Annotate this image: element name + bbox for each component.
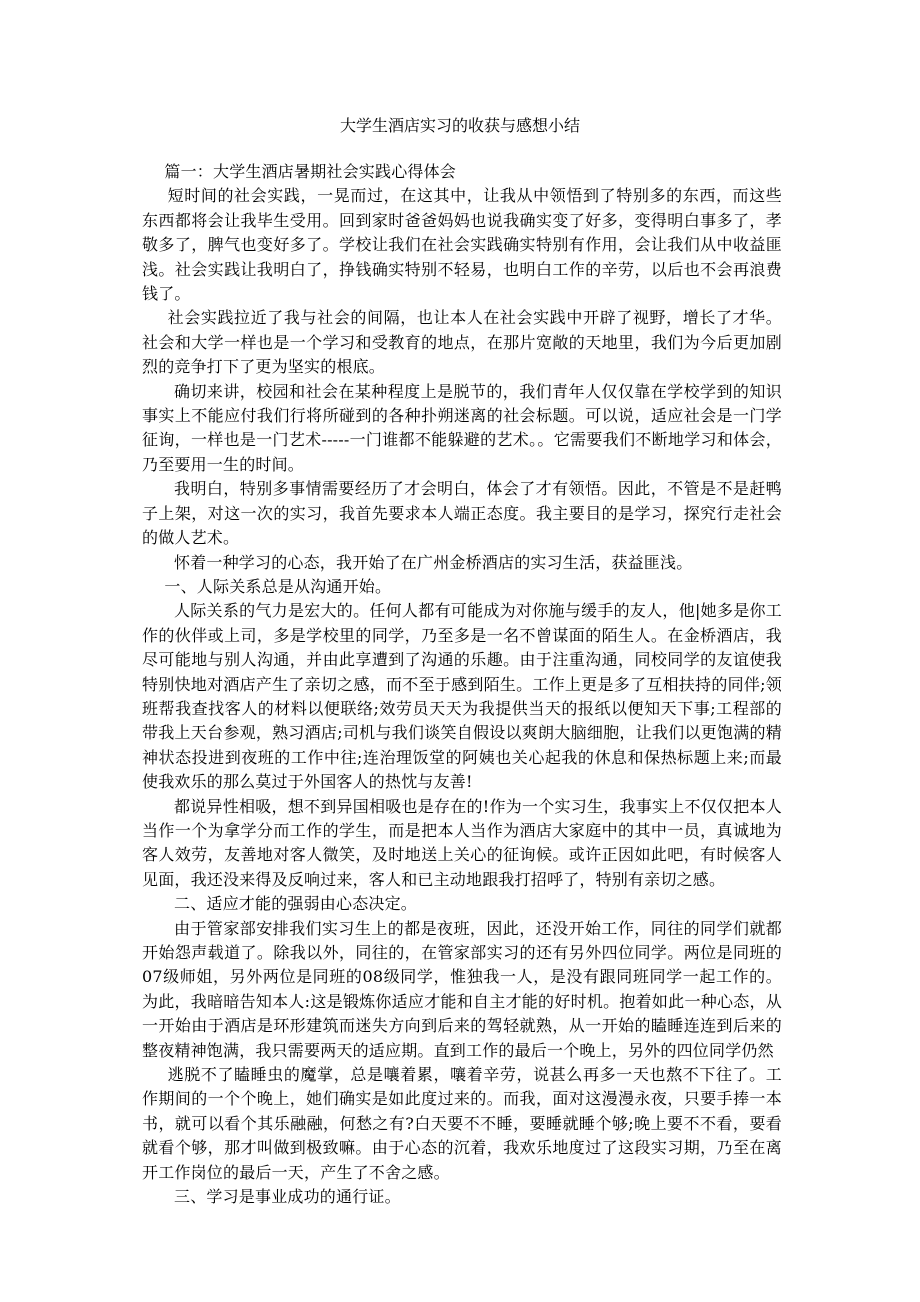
subheading: 二、适应才能的强弱由心态决定。 — [174, 894, 418, 914]
paragraph: 由于管家部安排我们实习生上的都是夜班，因此，还没开始工作，同往的同学们就都开始怨声载道了。除我以外，同往的，在管家部实习的还有另外四位同学。两位是同班的07级师姐，另外两位是同班的08级同学，惟独我一人，是没有跟同班同学一起工作的。为此，我暗暗告知本人:这是锻炼你适应才能和自主才能的好时机。抱着如此一种心态，从一开始由于酒店是环形建筑而迷失方向到后来的驾轻就熟，从一开始的瞌睡连连到后来的整夜精神饱满，我只需要两天的适应期。直到工作的最后一个晚上，另外的四位同学仍然 — [142, 918, 782, 1060]
subheading: 三、学习是事业成功的通行证。 — [174, 1187, 401, 1207]
paragraph: 我明白，特别多事情需要经历了才会明白，体会了才有领悟。因此，不管是不是赶鸭子上架，对这一次的实习，我首先要求本人端正态度。我主要目的是学习，探究行走社会的做人艺术。 — [142, 479, 782, 548]
document-title: 大学生酒店实习的收获与感想小结 — [339, 116, 580, 135]
section-heading: 篇一：大学生酒店暑期社会实践心得体会 — [164, 162, 456, 181]
document-body — [142, 160, 782, 1209]
paragraph: 短时间的社会实践，一晃而过，在这其中，让我从中领悟到了特别多的东西，而这些东西都将会让我毕生受用。回到家时爸爸妈妈也说我确实变了好多，变得明白事多了，孝敬多了，脾气也变好多了。学校让我们在社会实践确实特别有作用，会让我们从中收益匪浅。社会实践让我明白了，挣钱确实特别不轻易，也明白工作的辛劳，以后也不会再浪费钱了。 — [142, 186, 782, 304]
subheading: 一、人际关系总是从沟通开始。 — [164, 576, 392, 596]
paragraph: 人际关系的气力是宏大的。任何人都有可能成为对你施与缓手的友人，他|她多是你工作的伙伴或上司，多是学校里的同学，乃至多是一名不曾谋面的陌生人。在金桥酒店，我尽可能地与别人沟通，并由此享遭到了沟通的乐趣。由于注重沟通，同校同学的友谊使我特别快地对酒店产生了亲切之感，而不至于感到陌生。工作上更是多了互相扶持的同伴;领班帮我查找客人的材料以便联络;效劳员天天为我提供当天的报纸以便知天下事;工程部的带我上天台参观，熟习酒店;司机与我们谈笑自假设以爽朗大脑细胞，让我们以更饱满的精神状态投进到夜班的工作中往;连治理饭堂的阿姨也关心起我的休息和保热标题上来;而最使我欢乐的那么莫过于外国客人的热忱与友善! — [142, 601, 782, 792]
paragraph: 逃脱不了瞌睡虫的魔掌，总是嚷着累，嚷着辛劳，说甚么再多一天也熬不下往了。工作期间的一个个晚上，她们确实是如此度过来的。而我，面对这漫漫永夜，只要手捧一本书，就可以看个其乐融融，何愁之有?白天要不不睡，要睡就睡个够;晚上要不不看，要看就看个够，那才叫做到极致嘛。由于心态的沉着，我欢乐地度过了这段实习期，乃至在离开工作岗位的最后一天，产生了不舍之感。 — [142, 1065, 782, 1182]
paragraph: 怀着一种学习的心态，我开始了在广州金桥酒店的实习生活，获益匪浅。 — [174, 552, 693, 572]
paragraph: 都说异性相吸，想不到异国相吸也是存在的!作为一个实习生，我事实上不仅仅把本人当作一个为拿学分而工作的学生，而是把本人当作为酒店大家庭中的其中一员，真诚地为客人效劳，友善地对客人微笑，及时地送上关心的征询候。或许正因如此吧，有时候客人见面，我还没来得及反响过来，客人和已主动地跟我打招呼了，特别有亲切之感。 — [142, 796, 782, 889]
paragraph: 确切来讲，校园和社会在某种程度上是脱节的，我们青年人仅仅靠在学校学到的知识事实上不能应付我们行将所碰到的各种扑朔迷离的社会标题。可以说，适应社会是一门学征询，一样也是一门艺术-----一门谁都不能躲避的艺术。。它需要我们不断地学习和体会，乃至要用一生的时间。 — [142, 381, 782, 474]
paragraph: 社会实践拉近了我与社会的间隔，也让本人在社会实践中开辟了视野，增长了才华。社会和大学一样也是一个学习和受教育的地点，在那片宽敞的天地里，我们为今后更加剧烈的竞争打下了更为坚实的根底。 — [142, 308, 782, 377]
